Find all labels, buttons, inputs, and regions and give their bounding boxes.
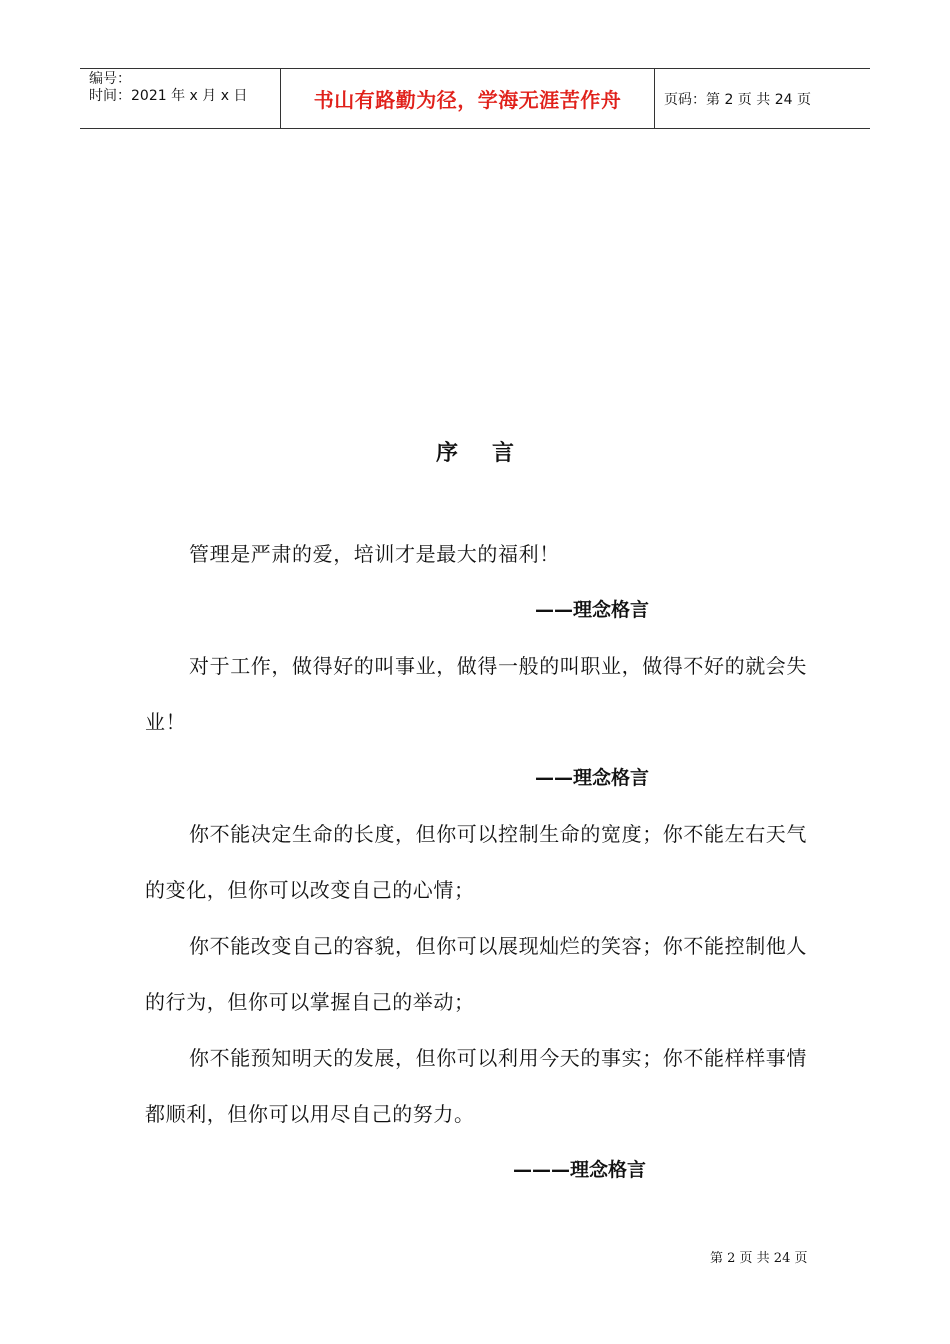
quote-attribution: ——理念格言 — [535, 767, 650, 789]
page-title: 序言 — [435, 441, 548, 466]
page-header — [80, 68, 870, 129]
paragraph: 对于工作，做得好的叫事业，做得一般的叫职业，做得不好的就会失业！ — [145, 654, 807, 734]
quote-attribution: ———理念格言 — [513, 1159, 647, 1181]
header-page-cell — [655, 69, 870, 128]
header-motto: 书山有路勤为径，学海无涯苦作舟 — [313, 88, 622, 112]
header-page-number: 页码：第 2 页 共 24 页 — [664, 91, 811, 108]
paragraph: 你不能预知明天的发展，但你可以利用今天的事实；你不能样样事情都顺利，但你可以用尽自己的努力。 — [145, 1046, 807, 1126]
document-body — [145, 526, 807, 1198]
paragraph: 你不能决定生命的长度，但你可以控制生命的宽度；你不能左右天气的变化，但你可以改变自己的心情； — [145, 822, 807, 902]
header-motto-cell — [281, 69, 655, 128]
header-meta-cell — [80, 69, 281, 128]
document-number-label: 编号： — [89, 71, 131, 87]
quote-attribution: ——理念格言 — [535, 599, 650, 621]
page-footer: 第 2 页 共 24 页 — [710, 1251, 808, 1266]
document-date-label: 时间：2021 年 x 月 x 日 — [89, 88, 248, 104]
paragraph: 管理是严肃的爱，培训才是最大的福利！ — [189, 542, 560, 566]
paragraph: 你不能改变自己的容貌，但你可以展现灿烂的笑容；你不能控制他人的行为，但你可以掌握自己的举动； — [145, 934, 807, 1014]
